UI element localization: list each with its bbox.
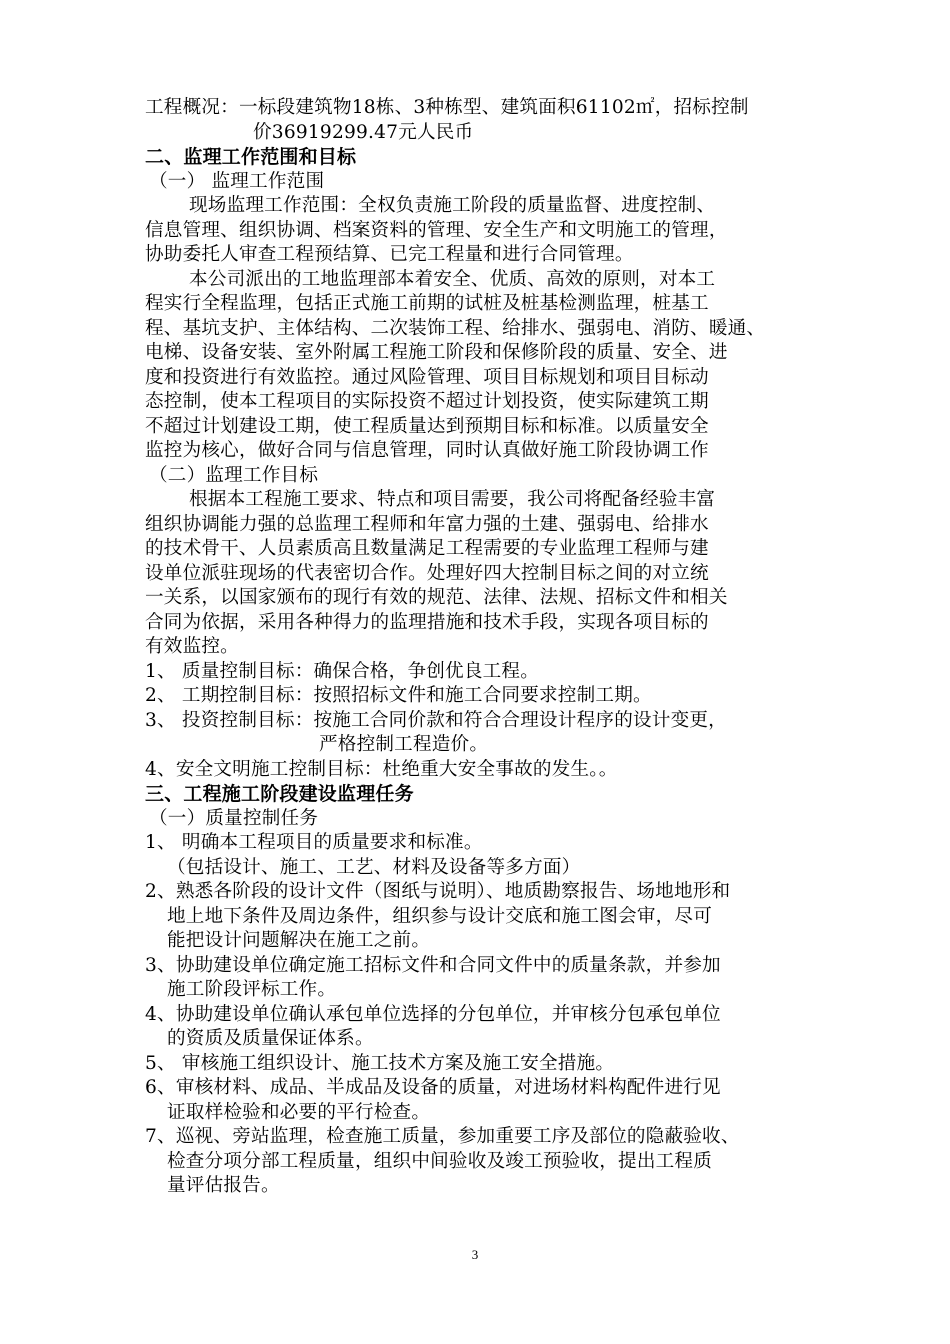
paragraph-line: 监控为核心，做好合同与信息管理，同时认真做好施工阶段协调工作 <box>145 440 709 461</box>
paragraph-line: 信息管理、组织协调、档案资料的管理、安全生产和文明施工的管理， <box>145 219 728 241</box>
document-body <box>145 96 820 1199</box>
list-item: 3、协助建设单位确定施工招标文件和合同文件中的质量条款，并参加 <box>145 954 721 976</box>
list-item: 能把设计问题解决在施工之前。 <box>167 930 431 951</box>
list-item: 6、审核材料、成品、半成品及设备的质量，对进场材料构配件进行见 <box>145 1077 721 1098</box>
paragraph-line: 电梯、设备安装、室外附属工程施工阶段和保修阶段的质量、安全、进 <box>145 342 728 363</box>
list-item: 1、 质量控制目标：确保合格，争创优良工程。 <box>145 660 540 682</box>
list-item: 证取样检验和必要的平行检查。 <box>167 1101 431 1123</box>
paragraph-line: 根据本工程施工要求、特点和项目需要，我公司将配备经验丰富 <box>189 489 716 510</box>
list-item: 地上地下条件及周边条件，组织参与设计交底和施工图会审，尽可 <box>167 905 713 927</box>
list-item: （包括设计、施工、工艺、材料及设备等多方面） <box>167 856 581 878</box>
list-item: 5、 审核施工组织设计、施工技术方案及施工安全措施。 <box>145 1052 615 1074</box>
list-item: 4、协助建设单位确认承包单位选择的分包单位，并审核分包承包单位 <box>145 1003 721 1025</box>
paragraph-line: 不超过计划建设工期，使工程质量达到预期目标和标准。以质量安全 <box>145 415 709 437</box>
paragraph-line: 程实行全程监理，包括正式施工前期的试桩及桩基检测监理，桩基工 <box>145 293 709 314</box>
subsection-heading: （一） 监理工作范围 <box>149 170 325 192</box>
list-item: 1、 明确本工程项目的质量要求和标准。 <box>145 832 483 853</box>
section-heading: 二、监理工作范围和目标 <box>145 146 357 168</box>
paragraph-line: 态控制，使本工程项目的实际投资不超过计划投资，使实际建筑工期 <box>145 391 709 412</box>
list-item: 施工阶段评标工作。 <box>167 979 337 1000</box>
list-item: 2、 工期控制目标：按照招标文件和施工合同要求控制工期。 <box>145 685 652 706</box>
list-item: 量评估报告。 <box>167 1175 280 1196</box>
paragraph-line: 的技术骨干、人员素质高且数量满足工程需要的专业监理工程师与建 <box>145 538 709 559</box>
list-item: 4、安全文明施工控制目标：杜绝重大安全事故的发生。。 <box>145 758 618 780</box>
section-heading: 三、工程施工阶段建设监理任务 <box>145 783 414 805</box>
paragraph-line: 合同为依据，采用各种得力的监理措施和技术手段，实现各项目标的 <box>145 611 709 633</box>
list-item: 2、熟悉各阶段的设计文件（图纸与说明）、地质勘察报告、场地地形和 <box>145 881 731 902</box>
paragraph-line: 协助委托人审查工程预结算、已完工程量和进行合同管理。 <box>145 244 634 265</box>
paragraph-line: 设单位派驻现场的代表密切合作。处理好四大控制目标之间的对立统 <box>145 562 709 584</box>
paragraph-line: 程、基坑支护、主体结构、二次装饰工程、给排水、强弱电、消防、暖通、 <box>145 317 766 339</box>
subsection-heading: （二）监理工作目标 <box>149 464 319 486</box>
paragraph-line: 一关系，以国家颁布的现行有效的规范、法律、法规、招标文件和相关 <box>145 587 728 608</box>
paragraph-line: 现场监理工作范围：全权负责施工阶段的质量监督、进度控制、 <box>189 195 716 216</box>
list-item: 的资质及质量保证体系。 <box>167 1028 374 1049</box>
list-item: 7、巡视、旁站监理，检查施工质量，参加重要工序及部位的隐蔽验收、 <box>145 1126 740 1147</box>
paragraph-line: 有效监控。 <box>145 636 239 657</box>
page-number: 3 <box>471 1247 479 1262</box>
subsection-heading: （一）质量控制任务 <box>149 807 319 829</box>
paragraph-line: 本公司派出的工地监理部本着安全、优质、高效的原则，对本工 <box>189 268 716 290</box>
list-item: 严格控制工程造价。 <box>319 734 489 755</box>
overview-line: 价36919299.47元人民币 <box>253 121 474 143</box>
paragraph-line: 度和投资进行有效监控。通过风险管理、项目目标规划和项目目标动 <box>145 366 709 388</box>
overview-line: 工程概况：一标段建筑物18栋、3种栋型、建筑面积61102㎡，招标控制 <box>145 97 749 118</box>
paragraph-line: 组织协调能力强的总监理工程师和年富力强的土建、强弱电、给排水 <box>145 513 709 535</box>
list-item: 3、 投资控制目标：按施工合同价款和符合合理设计程序的设计变更， <box>145 709 727 731</box>
list-item: 检查分项分部工程质量，组织中间验收及竣工预验收，提出工程质 <box>167 1150 713 1172</box>
